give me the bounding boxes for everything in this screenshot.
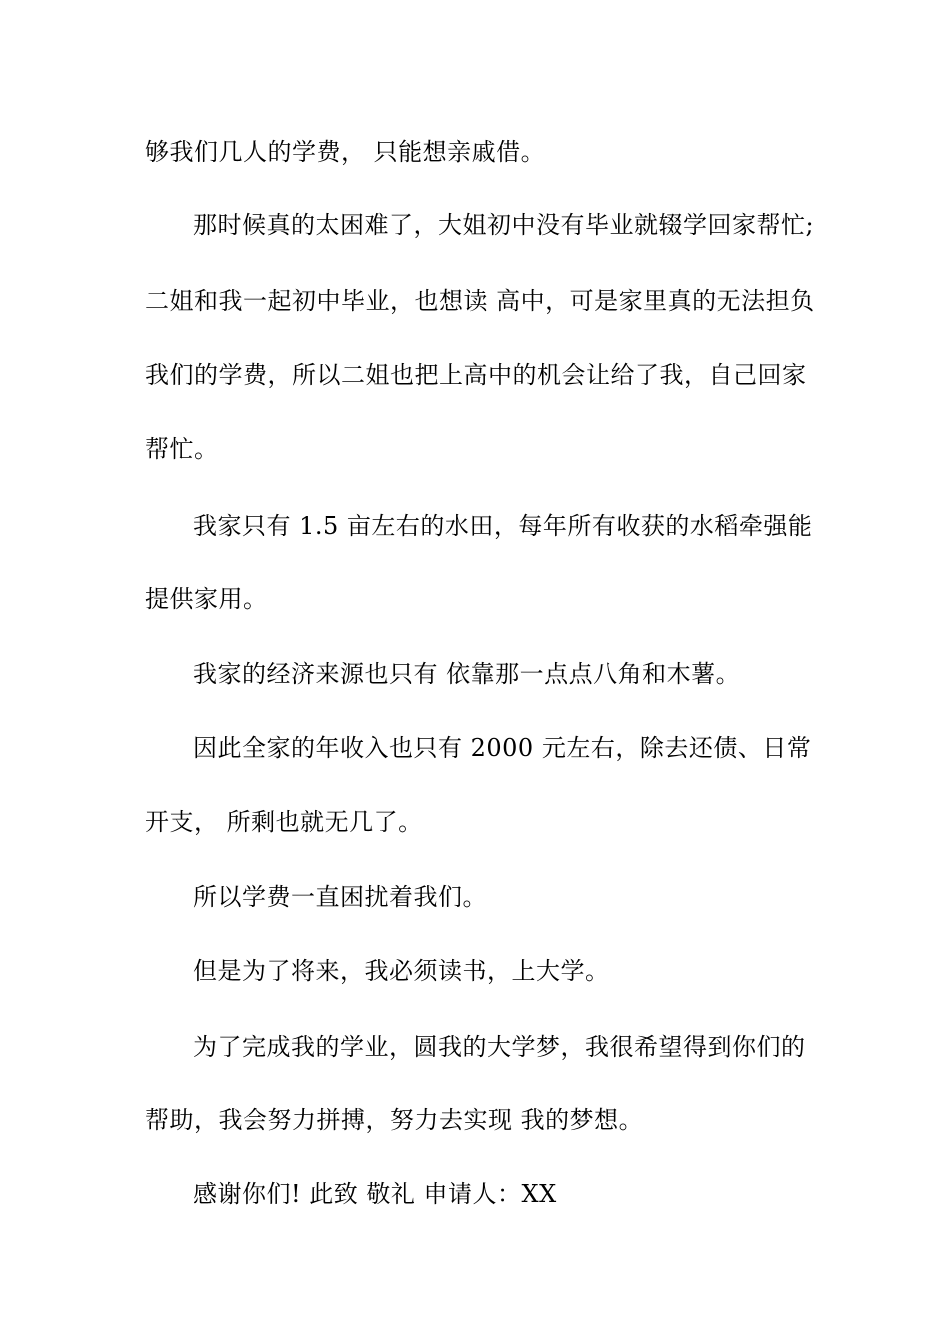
- text-line-2: 那时候真的太困难了，大姐初中没有毕业就辍学回家帮忙;: [193, 211, 815, 239]
- text-line-7: 提供家用。: [145, 585, 268, 613]
- text-line-6: 我家只有 1.5 亩左右的水田，每年所有收获的水稻牵强能: [193, 512, 813, 540]
- text-line-3: 二姐和我一起初中毕业，也想读 高中，可是家里真的无法担负: [145, 287, 815, 315]
- text-line-11: 所以学费一直困扰着我们。: [193, 883, 487, 911]
- text-line-14: 帮助，我会努力拼搏，努力去实现 我的梦想。: [145, 1106, 644, 1134]
- text-line-15: 感谢你们! 此致 敬礼 申请人：XX: [193, 1180, 557, 1208]
- text-line-1: 够我们几人的学费， 只能想亲戚借。: [145, 138, 546, 166]
- text-line-4: 我们的学费，所以二姐也把上高中的机会让给了我，自己回家: [145, 361, 807, 389]
- text-line-5: 帮忙。: [145, 435, 219, 463]
- text-line-12: 但是为了将来，我必须读书，上大学。: [193, 957, 610, 985]
- text-line-10: 开支， 所剩也就无几了。: [145, 808, 423, 836]
- text-line-9: 因此全家的年收入也只有 2000 元左右，除去还债、日常: [193, 734, 812, 762]
- text-line-13: 为了完成我的学业，圆我的大学梦，我很希望得到你们的: [193, 1033, 806, 1061]
- text-line-8: 我家的经济来源也只有 依靠那一点点八角和木薯。: [193, 660, 741, 688]
